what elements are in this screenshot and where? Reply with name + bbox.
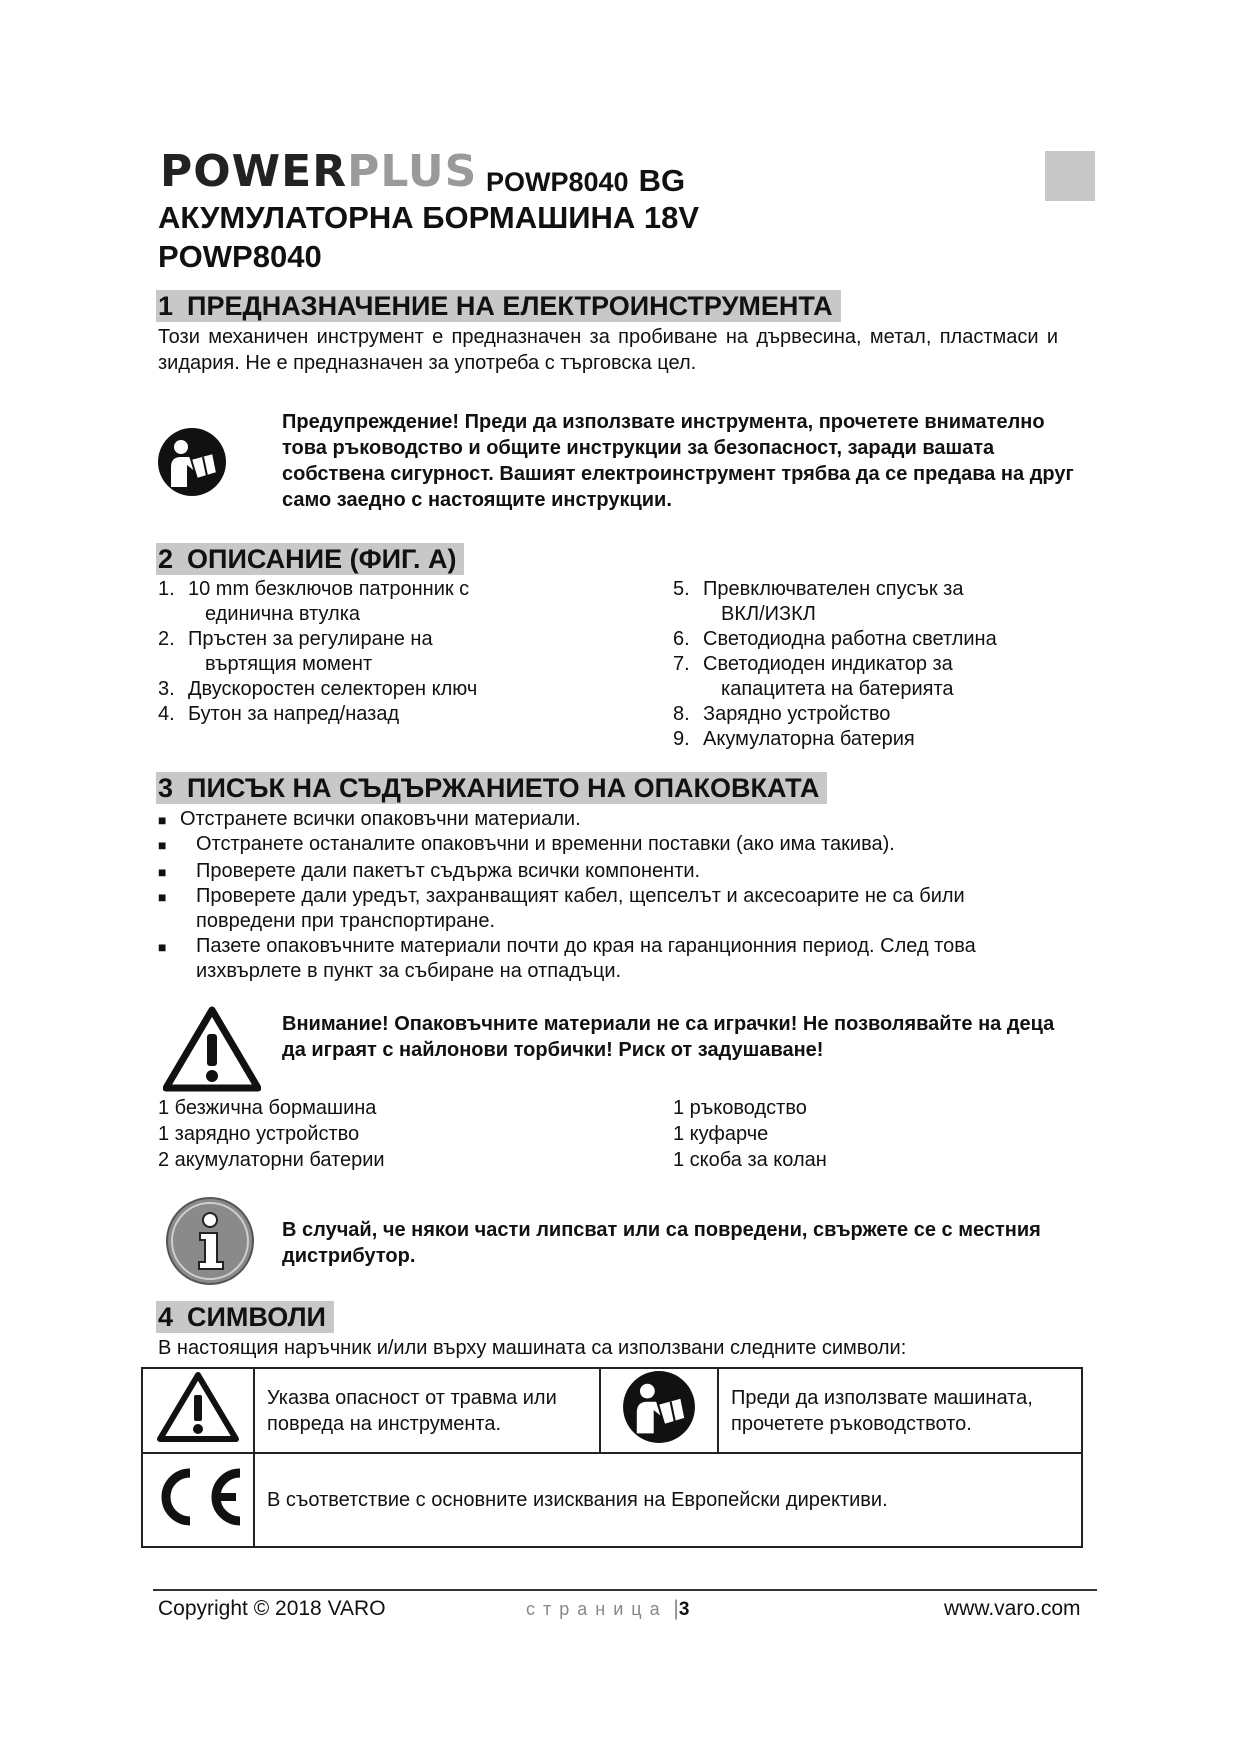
section-title: ПИСЪК НА СЪДЪРЖАНИЕТО НА ОПАКОВКАТА (187, 773, 820, 803)
bullet-icon: ■ (158, 837, 167, 853)
brand-logo-plus: PLUS (347, 146, 478, 197)
bullet-item: ■ Пазете опаковъчните материали почти до края на гаранционния период. След това изхвърлете в пункт за събиране на отпадъци. (158, 935, 976, 982)
list-item: 6. Светодиодна работна светлина (673, 628, 997, 650)
list-item: 1. 10 mm безключов патронник с единична втулка (158, 578, 470, 625)
list-item: 4. Бутон за напред/назад (158, 703, 400, 725)
section-title: СИМВОЛИ (187, 1302, 326, 1332)
list-item: 9. Акумулаторна батерия (673, 728, 915, 750)
bullet-item: ■ Проверете дали пакетът съдържа всички компоненти. (158, 859, 1078, 884)
package-contents-right (673, 1095, 827, 1173)
section-number: 2 (158, 544, 174, 574)
package-contents-left (158, 1095, 385, 1173)
model-code: POWP8040 (486, 167, 629, 197)
bullet-icon: ■ (158, 812, 167, 828)
footer-divider (153, 1589, 1097, 1591)
table-cell-text: Указва опасност от травма или повреда на инструмента. (254, 1368, 600, 1453)
bullet-icon: ■ (158, 939, 167, 955)
warning-triangle-icon (156, 1371, 240, 1443)
symbols-intro-text: В настоящия наръчник и/или върху машината са използвани следните символи: (158, 1337, 907, 1359)
section-number: 1 (158, 291, 174, 321)
content-item: 1 безжична бормашина (158, 1097, 377, 1119)
document-title-model: POWP8040 (158, 239, 322, 274)
info-icon (165, 1196, 255, 1286)
bullet-icon: ■ (158, 864, 167, 880)
parts-list-right (673, 577, 1093, 752)
parts-list-left (158, 577, 638, 727)
list-item: 5. Превключвателен спусък за ВКЛ/ИЗКЛ (673, 578, 964, 625)
page-label: страница (526, 1599, 668, 1619)
table-cell-icon (142, 1453, 254, 1547)
content-item: 2 акумулаторни батерии (158, 1149, 385, 1171)
page-number: 3 (678, 1599, 690, 1620)
list-item: 2. Пръстен за регулиране на въртящия момент (158, 628, 433, 675)
list-item: 8. Зарядно устройство (673, 703, 891, 725)
bullet-icon: ■ (158, 889, 167, 905)
model-language (486, 165, 685, 196)
table-cell-icon (600, 1368, 718, 1453)
list-item: 3. Двускоростен селекторен ключ (158, 678, 478, 700)
copyright-text: Copyright © 2018 VARO (158, 1597, 386, 1620)
section-title: ОПИСАНИЕ (ФИГ. A) (187, 544, 457, 574)
language-code: BG (638, 163, 686, 198)
intended-use-text: Този механичен инструмент е предназначен за пробиване на дървесина, метал, пластмаси и зидария. Не е предназначен за употреба с търговска цел. (158, 326, 1058, 374)
content-item: 1 скоба за колан (673, 1149, 827, 1171)
section-number: 3 (158, 773, 174, 803)
section-1-heading (156, 290, 841, 322)
caution-text: Внимание! Опаковъчните материали не са играчки! Не позволявайте на деца да играят с найлонови торбички! Риск от задушаване! (282, 1013, 1055, 1061)
content-item: 1 зарядно устройство (158, 1123, 360, 1145)
table-cell-icon (142, 1368, 254, 1453)
brand-logo (160, 146, 478, 197)
section-number: 4 (158, 1302, 174, 1332)
website-link[interactable]: www.varo.com (944, 1597, 1081, 1620)
list-item: 7. Светодиоден индикатор за капацитета на батерията (673, 653, 954, 700)
table-cell-text: В съответствие с основните изисквания на Европейски директиви. (254, 1453, 1082, 1547)
section-3-heading (156, 772, 827, 804)
warning-triangle-icon (163, 1006, 261, 1092)
bullet-item: ■ Отстранете останалите опаковъчни и временни поставки (ако има такива). (158, 832, 1078, 857)
read-manual-icon (157, 427, 227, 497)
section-4-heading (156, 1301, 334, 1333)
document-title: АКУМУЛАТОРНА БОРМАШИНА 18V (158, 200, 700, 235)
ce-mark-icon (150, 1465, 246, 1529)
content-item: 1 куфарче (673, 1123, 769, 1145)
missing-parts-info-text: В случай, че някои части липсват или са повредени, свържете се с местния дистрибутор. (282, 1219, 1041, 1267)
bullet-item: ■ Проверете дали уредът, захранващият кабел, щепселът и аксесоарите не са били повредени при транспортиране. (158, 885, 965, 932)
brand-logo-power: POWER (160, 146, 348, 197)
table-cell-text: Преди да използвате машината, прочетете ръководството. (718, 1368, 1082, 1453)
section-2-heading (156, 543, 464, 575)
symbols-table (141, 1367, 1083, 1548)
section-title: ПРЕДНАЗНАЧЕНИЕ НА ЕЛЕКТРОИНСТРУМЕНТА (187, 291, 833, 321)
table-row (142, 1453, 1082, 1547)
content-item: 1 ръководство (673, 1097, 807, 1119)
read-manual-icon (622, 1370, 696, 1444)
page-indicator: страница |3 (526, 1597, 690, 1620)
bullet-item: ■ Отстранете всички опаковъчни материали. (158, 807, 1058, 832)
language-tab-marker (1045, 151, 1095, 201)
table-row (142, 1368, 1082, 1453)
safety-warning-text: Предупреждение! Преди да използвате инструмента, прочетете внимателно това ръководство и общите инструкции за безопасност, заради вашата собствена сигурност. Вашият електроинструмент трябва да се предава на друг само заедно с настоящите инструкции. (282, 411, 1074, 511)
